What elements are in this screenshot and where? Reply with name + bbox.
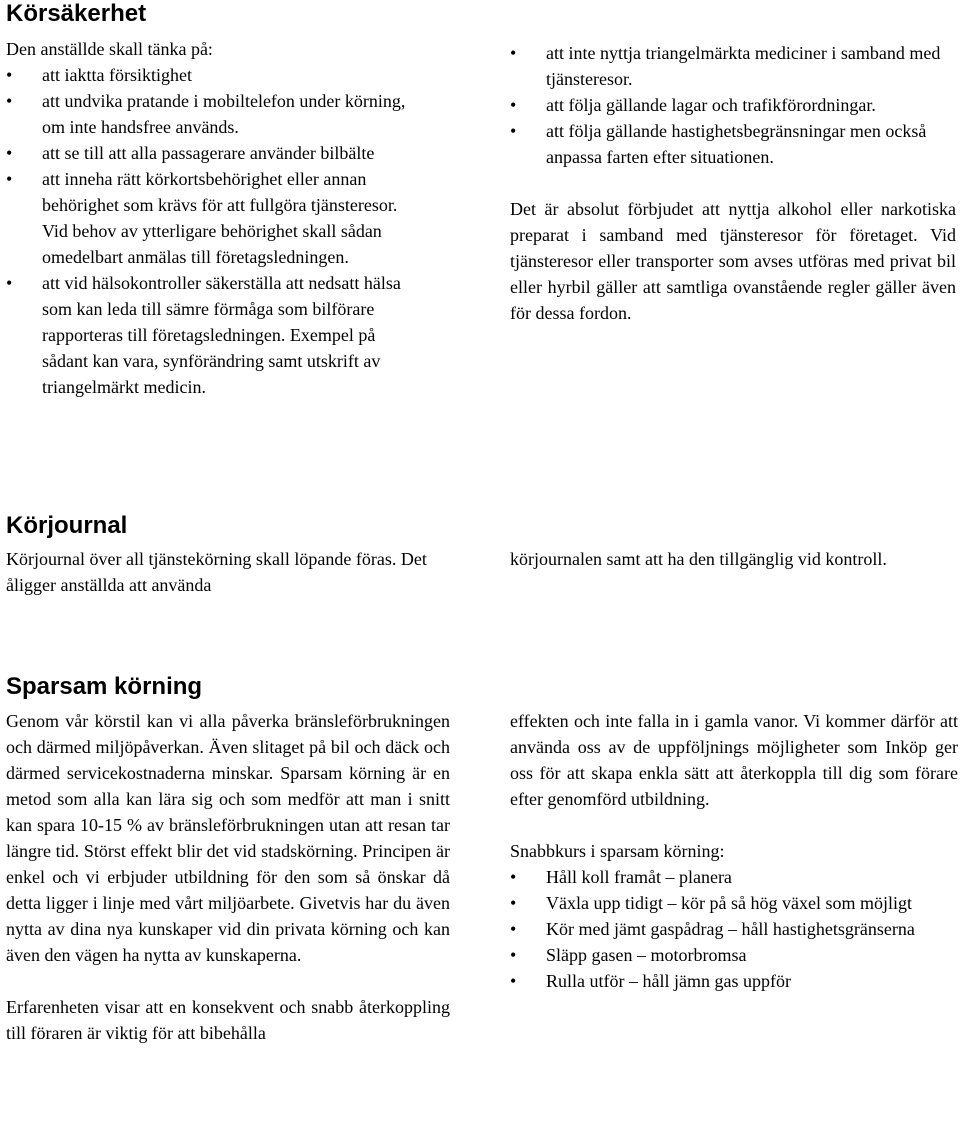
list-item: • Rulla utför – håll jämn gas uppför bbox=[510, 968, 930, 994]
korsakerhet-right-column bbox=[510, 40, 956, 326]
section-heading-korjournal: Körjournal bbox=[6, 512, 128, 539]
list-item: • Växla upp tidigt – kör på så hög växel som möjligt bbox=[510, 890, 930, 916]
sparsam-right-paragraph: effekten och inte falla in i gamla vanor. Vi kommer därför att använda oss av de uppföljnings möjligheter som Inköp ger oss för att skapa enkla sätt att återkoppla till dig som förare efter genomförd utbildning. bbox=[510, 711, 958, 809]
list-item: • Släpp gasen – motorbromsa bbox=[510, 942, 930, 968]
list-item: • att inte nyttja triangelmärkta mediciner i samband med tjänsteresor. bbox=[510, 40, 956, 92]
korsakerhet-right-list bbox=[510, 40, 956, 170]
korsakerhet-left-list bbox=[6, 62, 418, 400]
korjournal-right-text: körjournalen samt att ha den tillgänglig vid kontroll. bbox=[510, 549, 887, 569]
section-heading-korsakerhet: Körsäkerhet bbox=[6, 0, 147, 27]
list-item: • att inneha rätt körkortsbehörighet eller annan behörighet som krävs för att fullgöra tjänsteresor. Vid behov av ytterligare behörighet skall sådan omedelbart anmälas till företagsledningen. bbox=[6, 166, 418, 270]
quick-course-list bbox=[510, 864, 930, 994]
sparsam-right-column bbox=[510, 708, 958, 994]
list-item: • att iaktta försiktighet bbox=[6, 62, 418, 88]
korsakerhet-left-column bbox=[6, 36, 418, 400]
section-heading-sparsam-korning: Sparsam körning bbox=[6, 673, 203, 700]
list-item: • att se till att alla passagerare använder bilbälte bbox=[6, 140, 418, 166]
korjournal-left-text: Körjournal över all tjänstekörning skall löpande föras. Det åligger anställda att använda bbox=[6, 549, 427, 595]
list-item: • Kör med jämt gaspådrag – håll hastighetsgränserna bbox=[510, 916, 930, 942]
list-item: • att följa gällande hastighetsbegränsningar men också anpassa farten efter situationen. bbox=[510, 118, 956, 170]
quick-course-title: Snabbkurs i sparsam körning: bbox=[510, 841, 725, 861]
list-item: • Håll koll framåt – planera bbox=[510, 864, 930, 890]
list-item: • att följa gällande lagar och trafikförordningar. bbox=[510, 92, 956, 118]
list-item: • att undvika pratande i mobiltelefon under körning, om inte handsfree används. bbox=[6, 88, 418, 140]
korsakerhet-right-paragraph: Det är absolut förbjudet att nyttja alkohol eller narkotiska preparat i samband med tjänsteresor för företaget. Vid tjänsteresor eller transporter som avses utföras med privat bil eller hyrbil gäller att samtliga ovanstående regler gäller även för dessa fordon. bbox=[510, 199, 956, 323]
sparsam-left-column bbox=[6, 708, 450, 1046]
list-item: • att vid hälsokontroller säkerställa att nedsatt hälsa som kan leda till sämre förmåga som bilförare rapporteras till företagsledningen. Exempel på sådant kan vara, synförändring samt utskrift av triangelmärkt medicin. bbox=[6, 270, 418, 400]
korsakerhet-intro: Den anställde skall tänka på: bbox=[6, 39, 213, 59]
sparsam-left-paragraph-2: Erfarenheten visar att en konsekvent och snabb återkoppling till föraren är viktig för att bibehålla bbox=[6, 997, 450, 1043]
sparsam-left-paragraph-1: Genom vår körstil kan vi alla påverka bränsleförbrukningen och därmed miljöpåverkan. Även slitaget på bil och däck och därmed servicekostnaderna minskar. Sparsam körning är en metod som alla kan lära sig och som medför att man i snitt kan spara 10-15 % av bränsleförbrukningen utan att resan tar längre tid. Störst effekt blir det vid stadskörning. Principen är enkel och vi erbjuder utbildning för den som så önskar då detta ligger i linje med vårt miljöarbete. Givetvis har du även nytta av dina nya kunskaper vid din privata körning och kan även den vägen ha nytta av kunskaperna. bbox=[6, 711, 450, 965]
korjournal-left-column bbox=[6, 546, 436, 598]
korjournal-right-column bbox=[510, 546, 930, 572]
